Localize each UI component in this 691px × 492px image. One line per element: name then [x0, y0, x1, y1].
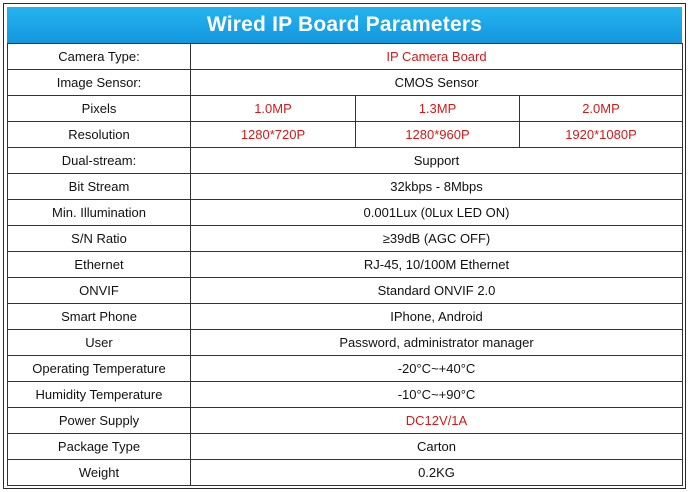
- row-label: Power Supply: [8, 408, 191, 434]
- table-row: [8, 44, 683, 70]
- row-value: -20°C~+40°C: [191, 356, 683, 382]
- table-row: [8, 330, 683, 356]
- spec-sheet: [3, 3, 686, 489]
- row-label: User: [8, 330, 191, 356]
- resolution-value: 1280*720P: [191, 122, 356, 148]
- row-label: Resolution: [8, 122, 191, 148]
- row-label: S/N Ratio: [8, 226, 191, 252]
- row-label: Humidity Temperature: [8, 382, 191, 408]
- row-label: Min. Illumination: [8, 200, 191, 226]
- table-row: [8, 226, 683, 252]
- row-label: Operating Temperature: [8, 356, 191, 382]
- resolution-value: 1280*960P: [356, 122, 520, 148]
- row-value: IPhone, Android: [191, 304, 683, 330]
- row-value: Carton: [191, 434, 683, 460]
- row-label: Package Type: [8, 434, 191, 460]
- row-value: CMOS Sensor: [191, 70, 683, 96]
- table-row: [8, 96, 683, 122]
- table-row: [8, 148, 683, 174]
- table-row: [8, 356, 683, 382]
- row-value: Standard ONVIF 2.0: [191, 278, 683, 304]
- table-row: [8, 122, 683, 148]
- parameters-table: [7, 43, 683, 486]
- row-label: ONVIF: [8, 278, 191, 304]
- row-label: Pixels: [8, 96, 191, 122]
- table-row: [8, 304, 683, 330]
- row-value: RJ-45, 10/100M Ethernet: [191, 252, 683, 278]
- row-value: IP Camera Board: [191, 44, 683, 70]
- row-label: Dual-stream:: [8, 148, 191, 174]
- row-value: -10°C~+90°C: [191, 382, 683, 408]
- table-row: [8, 382, 683, 408]
- pixels-value: 1.0MP: [191, 96, 356, 122]
- table-row: [8, 200, 683, 226]
- table-row: [8, 70, 683, 96]
- row-label: Smart Phone: [8, 304, 191, 330]
- page-title: Wired IP Board Parameters: [7, 7, 682, 43]
- row-label: Camera Type:: [8, 44, 191, 70]
- pixels-value: 1.3MP: [356, 96, 520, 122]
- table-row: [8, 408, 683, 434]
- row-label: Image Sensor:: [8, 70, 191, 96]
- table-row: [8, 252, 683, 278]
- resolution-value: 1920*1080P: [520, 122, 683, 148]
- table-row: [8, 460, 683, 486]
- table-row: [8, 278, 683, 304]
- table-row: [8, 434, 683, 460]
- row-value: ≥39dB (AGC OFF): [191, 226, 683, 252]
- row-label: Weight: [8, 460, 191, 486]
- row-value: 0.2KG: [191, 460, 683, 486]
- row-value: 32kbps - 8Mbps: [191, 174, 683, 200]
- row-label: Ethernet: [8, 252, 191, 278]
- row-value: DC12V/1A: [191, 408, 683, 434]
- row-label: Bit Stream: [8, 174, 191, 200]
- pixels-value: 2.0MP: [520, 96, 683, 122]
- row-value: 0.001Lux (0Lux LED ON): [191, 200, 683, 226]
- row-value: Support: [191, 148, 683, 174]
- table-row: [8, 174, 683, 200]
- row-value: Password, administrator manager: [191, 330, 683, 356]
